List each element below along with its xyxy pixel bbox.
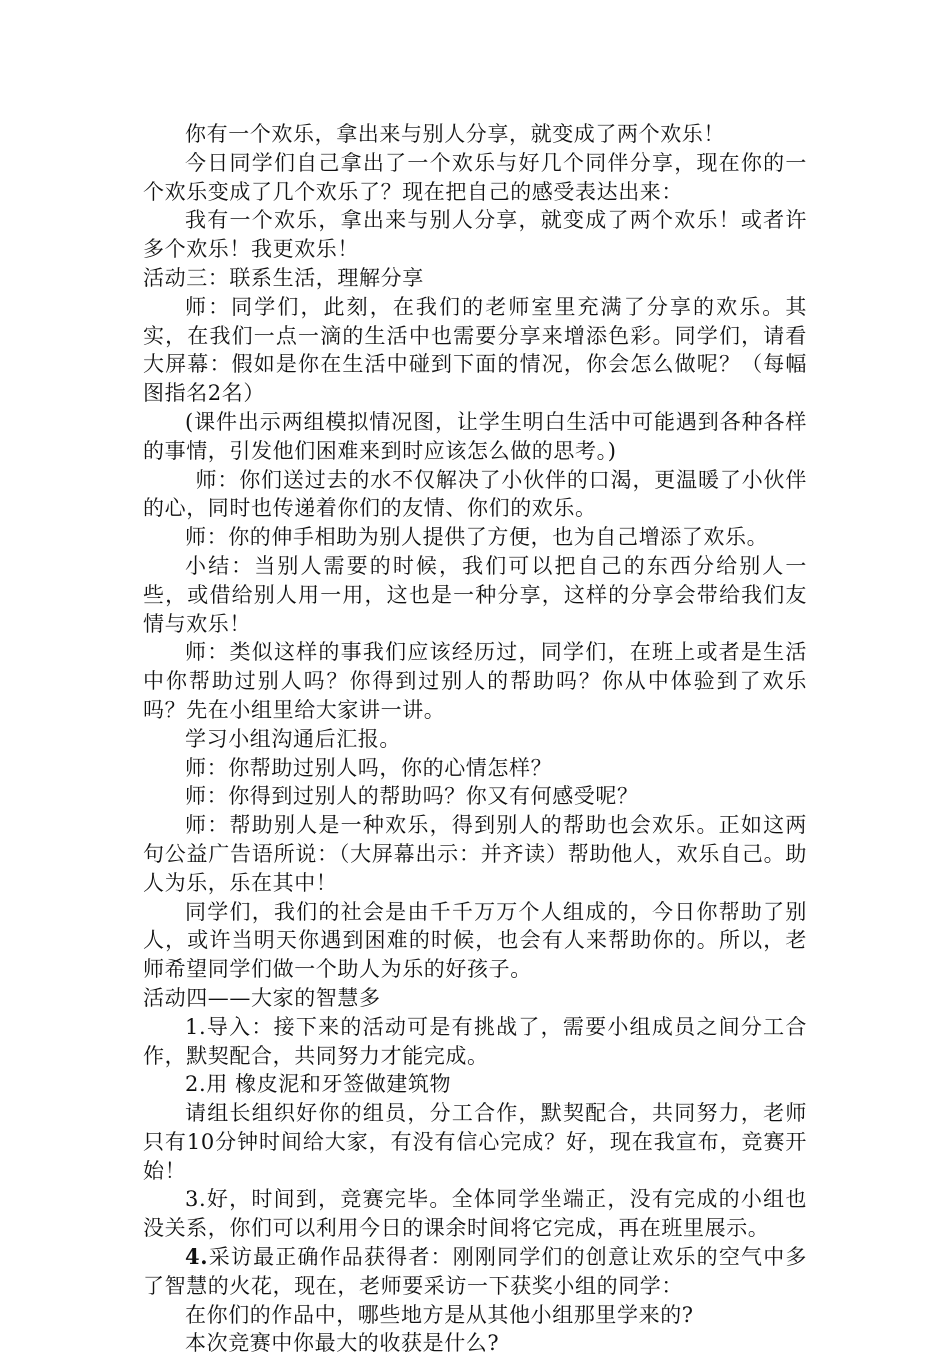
paragraph-7: 师：你们送过去的水不仅解决了小伙伴的口渴，更温暖了小伙伴的心，同时也传递着你们的友情、你们的欢乐。	[143, 467, 807, 521]
paragraph-5: 师：同学们，此刻，在我们的老师室里充满了分享的欢乐。其实，在我们一点一滴的生活中也需要分享来增添色彩。同学们，请看大屏幕：假如是你在生活中碰到下面的情况，你会怎么做呢？（每幅图指名2名）	[143, 294, 807, 406]
question-2: 本次竞赛中你最大的收获是什么?	[185, 1331, 500, 1356]
paragraph-3: 我有一个欢乐，拿出来与别人分享，就变成了两个欢乐！或者许多个欢乐！我更欢乐！	[143, 208, 807, 262]
paragraph-13: 师：你得到过别人的帮助吗？你又有何感受呢？	[185, 784, 639, 809]
paragraph-2: 今日同学们自己拿出了一个欢乐与好几个同伴分享，现在你的一个欢乐变成了几个欢乐了？现在把自己的感受表达出来：	[143, 150, 807, 204]
list-item-2: 2.用 橡皮泥和牙签做建筑物	[185, 1072, 452, 1097]
list-item-3: 3.好，时间到，竞赛完毕。全体同学坐端正，没有完成的小组也没关系，你们可以利用今日的课余时间将它完成，再在班里展示。	[143, 1187, 807, 1241]
paragraph-10: 师：类似这样的事我们应该经历过，同学们，在班上或者是生活中你帮助过别人吗？你得到过别人的帮助吗？你从中体验到了欢乐吗？先在小组里给大家讲一讲。	[143, 640, 807, 722]
list-number-4: 4.	[185, 1244, 209, 1270]
section-heading-activity-4: 活动四——大家的智慧多	[143, 985, 381, 1010]
paragraph-8: 师：你的伸手相助为别人提供了方便，也为自己增添了欢乐。	[185, 525, 769, 550]
paragraph-14: 师：帮助别人是一种欢乐，得到别人的帮助也会欢乐。正如这两句公益广告语所说：（大屏幕出示：并齐读）帮助他人，欢乐自己。助人为乐，乐在其中！	[143, 813, 807, 895]
paragraph-12: 师：你帮助过别人吗，你的心情怎样？	[185, 755, 553, 780]
paragraph-15: 同学们，我们的社会是由千千万万个人组成的，今日你帮助了别人，或许当明天你遇到困难的时候，也会有人来帮助你的。所以，老师希望同学们做一个助人为乐的好孩子。	[143, 899, 807, 982]
list-item-4-text: 采访最正确作品获得者：刚刚同学们的创意让欢乐的空气中多了智慧的火花，现在，老师要采访一下获奖小组的同学：	[143, 1245, 807, 1298]
question-1: 在你们的作品中，哪些地方是从其他小组那里学来的?	[185, 1302, 694, 1327]
paragraph-summary: 小结：当别人需要的时候，我们可以把自己的东西分给别人一些，或借给别人用一用，这也是一种分享，这样的分享会带给我们友情与欢乐！	[143, 553, 807, 636]
section-heading-activity-3: 活动三：联系生活，理解分享	[143, 265, 424, 290]
list-item-1: 1.导入：接下来的活动可是有挑战了，需要小组成员之间分工合作，默契配合，共同努力才能完成。	[143, 1014, 807, 1068]
paragraph-6: (课件出示两组模拟情况图，让学生明白生活中可能遇到各种各样的事情，引发他们困难来到时应该怎么做的思考。)	[143, 409, 807, 463]
paragraph-11: 学习小组沟通后汇报。	[185, 726, 401, 751]
document-body	[143, 120, 807, 1358]
list-item-4	[143, 1243, 807, 1301]
paragraph-19: 请组长组织好你的组员，分工合作，默契配合，共同努力，老师只有10分钟时间给大家，有没有信心完成？好，现在我宣布，竞赛开始！	[143, 1101, 807, 1183]
paragraph-1: 你有一个欢乐，拿出来与别人分享，就变成了两个欢乐！	[185, 122, 725, 146]
